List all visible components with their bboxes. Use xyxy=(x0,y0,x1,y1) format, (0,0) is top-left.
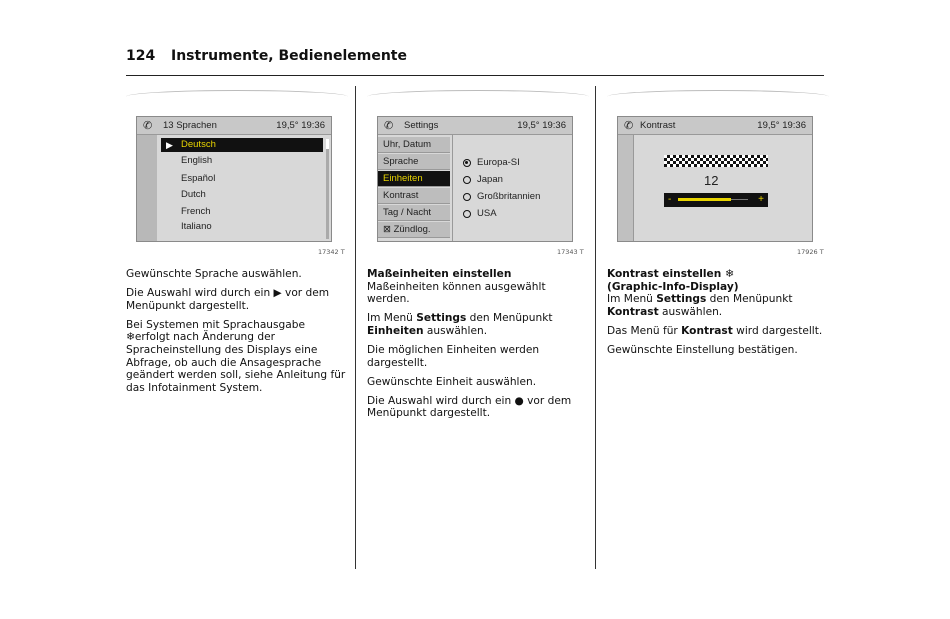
display-bezel xyxy=(367,90,589,98)
text: Das Menü für xyxy=(607,324,682,337)
settings-menu xyxy=(378,135,452,242)
language-label: English xyxy=(181,155,213,166)
radio-selected-icon xyxy=(463,159,471,167)
section-subheading: (Graphic-Info-Display) xyxy=(607,280,739,293)
radio-icon xyxy=(463,193,471,201)
plus-icon: + xyxy=(758,194,764,205)
display-screen xyxy=(136,116,332,242)
language-label: Italiano xyxy=(181,221,212,232)
figure-id: 17926 T xyxy=(797,248,824,256)
paragraph xyxy=(367,312,587,337)
scrollbar-thumb[interactable] xyxy=(326,139,329,149)
unit-label: Japan xyxy=(477,174,503,185)
unit-label: Europa-SI xyxy=(477,157,520,168)
language-item-selected[interactable] xyxy=(161,138,323,152)
unit-option-uk[interactable] xyxy=(477,190,540,204)
scrollbar[interactable] xyxy=(326,139,329,239)
menu-item-units[interactable]: Einheiten xyxy=(378,171,450,187)
contrast-value: 12 xyxy=(704,173,719,188)
text: auswählen. xyxy=(658,305,723,318)
display-side-panel xyxy=(137,135,157,242)
text: Im Menü xyxy=(607,293,657,306)
menu-item-clock-date[interactable]: Uhr, Datum xyxy=(378,137,450,153)
display-title-bar xyxy=(378,117,572,135)
units-panel xyxy=(452,135,573,242)
slider-fill xyxy=(678,198,731,201)
unit-option-europe-si[interactable] xyxy=(477,156,520,170)
text: Die Auswahl wird durch ein xyxy=(126,287,274,300)
display-bezel xyxy=(126,90,348,98)
text-column-contrast xyxy=(607,268,825,363)
text: erfolgt nach Änderung der Spracheinstellung des Displays eine Abfrage, ob auch die Ansagesprache geändert werden soll, siehe Anleitung für das Infotainment System. xyxy=(126,331,346,394)
unit-label: Großbritannien xyxy=(477,191,541,202)
language-item[interactable] xyxy=(161,188,323,202)
language-label: Dutch xyxy=(181,189,206,200)
section-heading: Maßeinheiten einstellen xyxy=(367,268,512,280)
section-heading: Kontrast einstellen xyxy=(607,268,725,280)
selection-arrow-icon: ▶ xyxy=(166,140,173,150)
language-label: French xyxy=(181,206,211,217)
text: vor dem Menüpunkt dargestellt. xyxy=(367,394,572,420)
text: Maßeinheiten können ausgewählt werden. xyxy=(367,280,546,306)
text: den Menüpunkt xyxy=(706,293,793,306)
display-status: 19,5° 19:36 xyxy=(757,120,806,131)
paragraph xyxy=(607,325,825,338)
column-divider xyxy=(595,86,596,569)
paragraph xyxy=(607,268,825,318)
menu-ref: Settings xyxy=(416,312,467,325)
bullet-icon: ● xyxy=(514,394,524,407)
menu-ref: Kontrast xyxy=(607,305,659,318)
paragraph: Gewünschte Einheit auswählen. xyxy=(367,375,537,388)
menu-item-day-night[interactable]: Tag / Nacht xyxy=(378,205,450,221)
display-bezel xyxy=(607,90,829,98)
unit-label: USA xyxy=(477,208,497,219)
display-figure-languages xyxy=(126,90,348,256)
language-item[interactable] xyxy=(161,220,323,234)
page-number: 124 xyxy=(126,48,156,64)
text-column-languages xyxy=(126,268,348,401)
radio-icon xyxy=(463,176,471,184)
language-label: Español xyxy=(181,173,216,184)
display-status: 19,5° 19:36 xyxy=(517,120,566,131)
display-title: 13 Sprachen xyxy=(163,120,217,131)
contrast-slider[interactable] xyxy=(664,193,768,207)
menu-ref: Settings xyxy=(656,293,707,306)
display-figure-units xyxy=(367,90,589,256)
language-item[interactable] xyxy=(161,154,323,168)
page-header xyxy=(126,46,824,76)
snowflake-icon: ❄ xyxy=(724,268,734,280)
language-item[interactable] xyxy=(161,172,323,186)
text: den Menüpunkt xyxy=(466,312,553,325)
display-title-bar xyxy=(137,117,331,135)
menu-ref: Kontrast xyxy=(681,324,733,337)
paragraph xyxy=(367,395,587,420)
snowflake-icon: ❄ xyxy=(126,331,135,344)
language-item[interactable] xyxy=(161,205,323,219)
unit-option-japan[interactable] xyxy=(477,173,503,187)
display-status: 19,5° 19:36 xyxy=(276,120,325,131)
display-screen xyxy=(377,116,573,242)
text: wird dargestellt. xyxy=(732,324,823,337)
figure-id: 17342 T xyxy=(318,248,345,256)
menu-item-contrast[interactable]: Kontrast xyxy=(378,188,450,204)
display-side-panel xyxy=(618,135,634,242)
paragraph: Die möglichen Einheiten werden dargestellt. xyxy=(367,343,540,369)
text: vor dem Menüpunkt dargestellt. xyxy=(126,287,330,312)
paragraph xyxy=(126,319,348,395)
display-figure-contrast xyxy=(607,90,829,256)
arrow-icon: ▶ xyxy=(273,287,282,300)
menu-item-ignition-logic[interactable]: ⊠ Zündlog. xyxy=(378,222,450,238)
text: Die Auswahl wird durch ein xyxy=(367,394,515,407)
text: Im Menü xyxy=(367,312,417,325)
paragraph xyxy=(126,287,348,312)
chapter-title: Instrumente, Bedienelemente xyxy=(171,48,407,64)
display-title: Kontrast xyxy=(640,120,676,131)
text: auswählen. xyxy=(423,324,488,337)
phone-icon: ✆ xyxy=(384,120,394,132)
paragraph: Gewünschte Sprache auswählen. xyxy=(126,268,302,280)
paragraph xyxy=(367,268,587,306)
language-label: Deutsch xyxy=(181,139,216,150)
paragraph: Gewünschte Einstellung bestätigen. xyxy=(607,343,798,356)
display-title: Settings xyxy=(404,120,439,131)
column-divider xyxy=(355,86,356,569)
contrast-test-pattern xyxy=(664,155,768,167)
menu-ref: Einheiten xyxy=(367,324,424,337)
text: Bei Systemen mit Sprachausgabe xyxy=(126,318,306,331)
minus-icon: - xyxy=(668,194,672,205)
menu-item-language[interactable]: Sprache xyxy=(378,154,450,170)
text-column-units xyxy=(367,268,587,426)
phone-icon: ✆ xyxy=(143,120,153,132)
unit-option-usa[interactable] xyxy=(477,207,497,221)
display-title-bar xyxy=(618,117,812,135)
radio-icon xyxy=(463,210,471,218)
phone-icon: ✆ xyxy=(624,120,634,132)
display-screen xyxy=(617,116,813,242)
figure-id: 17343 T xyxy=(557,248,584,256)
